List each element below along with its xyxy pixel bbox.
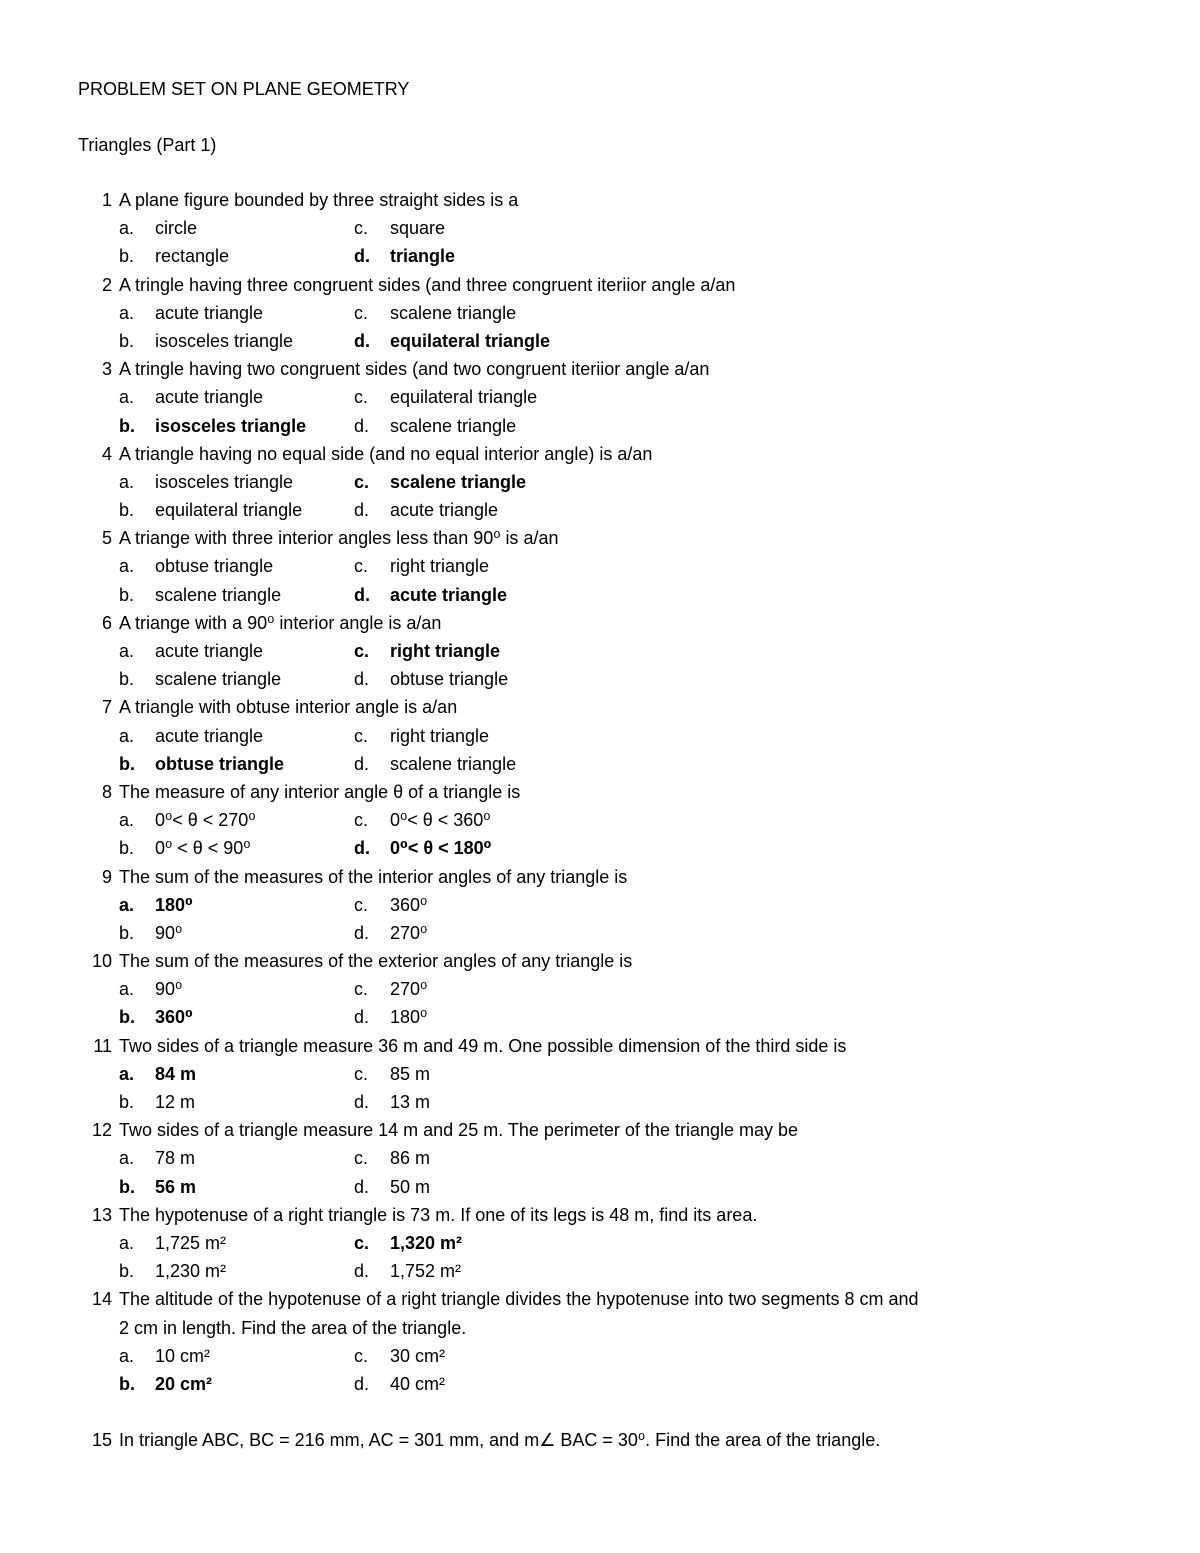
option-text: obtuse triangle bbox=[390, 669, 509, 690]
page-title: PROBLEM SET ON PLANE GEOMETRY bbox=[78, 79, 410, 99]
option-letter: d. bbox=[354, 500, 370, 521]
option-text: obtuse triangle bbox=[155, 556, 274, 577]
option-letter: c. bbox=[354, 1063, 369, 1084]
option-letter: b. bbox=[119, 753, 135, 774]
question-number: 13 bbox=[91, 1204, 112, 1225]
option-letter: b. bbox=[119, 1092, 135, 1112]
option-text: 0⁰< θ < 180⁰ bbox=[390, 838, 492, 859]
option-text: 360⁰ bbox=[155, 1007, 193, 1028]
option-text: right triangle bbox=[390, 725, 490, 746]
options-row bbox=[0, 552, 1200, 580]
option-letter: d. bbox=[354, 1007, 370, 1028]
option-text: 56 m bbox=[155, 1176, 197, 1197]
question-continuation-line bbox=[0, 1314, 1200, 1342]
options-row bbox=[0, 1257, 1200, 1285]
options-row bbox=[0, 581, 1200, 609]
option-letter: b. bbox=[119, 1373, 135, 1394]
option-letter: a. bbox=[119, 1063, 135, 1084]
question-text: The hypotenuse of a right triangle is 73 m. If one of its legs is 48 m, find its area. bbox=[119, 1204, 758, 1225]
option-letter: b. bbox=[119, 584, 135, 605]
option-text: 1,725 m² bbox=[155, 1232, 227, 1253]
question-line bbox=[0, 186, 1200, 214]
option-text: obtuse triangle bbox=[155, 753, 285, 774]
question-number: 7 bbox=[101, 697, 112, 718]
options-row bbox=[0, 496, 1200, 524]
option-letter: a. bbox=[119, 1345, 135, 1366]
options-row bbox=[0, 383, 1200, 411]
question-list bbox=[0, 186, 1200, 1454]
options-row bbox=[0, 637, 1200, 665]
question-text: The sum of the measures of the interior angles of any triangle is bbox=[119, 866, 628, 887]
option-text: 90⁰ bbox=[155, 922, 183, 943]
question-number: 14 bbox=[91, 1289, 112, 1310]
option-text: 13 m bbox=[390, 1092, 431, 1112]
option-letter: b. bbox=[119, 838, 135, 859]
option-text: 30 cm² bbox=[390, 1345, 446, 1366]
options-row bbox=[0, 327, 1200, 355]
option-letter: a. bbox=[119, 471, 135, 492]
question-line bbox=[0, 1032, 1200, 1060]
option-text: 84 m bbox=[155, 1063, 197, 1084]
question-item bbox=[0, 947, 1200, 1032]
option-text: acute triangle bbox=[390, 500, 499, 521]
option-text: right triangle bbox=[390, 641, 501, 661]
question-text: A triange with a 90⁰ interior angle is a/an bbox=[119, 612, 442, 633]
question-line bbox=[0, 524, 1200, 552]
question-number: 15 bbox=[91, 1430, 112, 1451]
options-row bbox=[0, 299, 1200, 327]
option-letter: d. bbox=[354, 1261, 370, 1282]
option-letter: a. bbox=[119, 641, 135, 661]
question-line bbox=[0, 947, 1200, 975]
option-text: triangle bbox=[390, 246, 456, 267]
question-text: The altitude of the hypotenuse of a right triangle divides the hypotenuse into two segments 8 cm and bbox=[119, 1289, 919, 1310]
question-text: 2 cm in length. Find the area of the triangle. bbox=[119, 1317, 467, 1338]
question-number: 2 bbox=[101, 274, 112, 295]
option-text: scalene triangle bbox=[390, 471, 527, 492]
option-text: 50 m bbox=[390, 1176, 431, 1197]
question-line bbox=[0, 1116, 1200, 1144]
option-text: 85 m bbox=[390, 1063, 431, 1084]
option-letter: b. bbox=[119, 415, 135, 436]
option-text: 270⁰ bbox=[390, 922, 428, 943]
option-text: 10 cm² bbox=[155, 1345, 211, 1366]
question-number: 9 bbox=[101, 866, 112, 887]
options-row bbox=[0, 1173, 1200, 1201]
option-text: 1,320 m² bbox=[390, 1232, 463, 1253]
question-item bbox=[0, 1426, 1200, 1454]
question-item bbox=[0, 186, 1200, 271]
option-letter: d. bbox=[354, 1092, 370, 1112]
question-text: A plane figure bounded by three straight sides is a bbox=[119, 190, 519, 210]
option-letter: a. bbox=[119, 302, 135, 323]
question-text: Two sides of a triangle measure 36 m and 49 m. One possible dimension of the third side is bbox=[119, 1035, 847, 1056]
option-letter: b. bbox=[119, 1007, 135, 1028]
option-text: 20 cm² bbox=[155, 1373, 213, 1394]
question-number: 5 bbox=[101, 528, 112, 549]
option-text: 0⁰< θ < 360⁰ bbox=[390, 810, 491, 831]
options-row bbox=[0, 468, 1200, 496]
options-row bbox=[0, 722, 1200, 750]
option-text: 180⁰ bbox=[390, 1007, 428, 1028]
option-text: 270⁰ bbox=[390, 979, 428, 1000]
question-item bbox=[0, 863, 1200, 948]
question-number: 3 bbox=[101, 359, 112, 380]
section-subtitle: Triangles (Part 1) bbox=[78, 135, 217, 155]
question-gap bbox=[0, 1398, 1200, 1426]
option-letter: a. bbox=[119, 1148, 135, 1169]
options-row bbox=[0, 665, 1200, 693]
option-letter: a. bbox=[119, 725, 135, 746]
option-letter: d. bbox=[354, 330, 370, 351]
question-item bbox=[0, 1032, 1200, 1117]
option-text: equilateral triangle bbox=[155, 500, 303, 521]
options-row bbox=[0, 1229, 1200, 1257]
question-text: A triangle having no equal side (and no equal interior angle) is a/an bbox=[119, 443, 653, 464]
question-item bbox=[0, 1285, 1200, 1398]
question-line bbox=[0, 1426, 1200, 1454]
question-number: 1 bbox=[101, 190, 112, 210]
question-text: The sum of the measures of the exterior angles of any triangle is bbox=[119, 951, 633, 972]
option-letter: d. bbox=[354, 669, 370, 690]
option-letter: d. bbox=[354, 838, 370, 859]
option-text: isosceles triangle bbox=[155, 415, 307, 436]
option-text: rectangle bbox=[155, 246, 230, 267]
question-text: A tringle having three congruent sides (and three congruent iteriior angle a/an bbox=[119, 274, 736, 295]
question-number: 4 bbox=[101, 443, 112, 464]
question-item bbox=[0, 355, 1200, 440]
question-line bbox=[0, 693, 1200, 721]
question-item bbox=[0, 778, 1200, 863]
option-letter: b. bbox=[119, 922, 135, 943]
option-letter: a. bbox=[119, 979, 135, 1000]
option-letter: a. bbox=[119, 387, 135, 408]
options-row bbox=[0, 919, 1200, 947]
option-letter: b. bbox=[119, 246, 135, 267]
option-letter: c. bbox=[354, 894, 369, 915]
options-row bbox=[0, 1003, 1200, 1031]
option-text: equilateral triangle bbox=[390, 330, 551, 351]
option-letter: c. bbox=[354, 471, 370, 492]
option-letter: d. bbox=[354, 1176, 370, 1197]
option-text: scalene triangle bbox=[390, 302, 517, 323]
option-text: 1,230 m² bbox=[155, 1261, 227, 1282]
question-text: Two sides of a triangle measure 14 m and 25 m. The perimeter of the triangle may be bbox=[119, 1120, 799, 1141]
option-letter: c. bbox=[354, 725, 369, 746]
option-letter: b. bbox=[119, 669, 135, 690]
question-item bbox=[0, 1201, 1200, 1286]
option-letter: c. bbox=[354, 302, 369, 323]
question-line bbox=[0, 609, 1200, 637]
option-text: isosceles triangle bbox=[155, 330, 294, 351]
option-letter: a. bbox=[119, 556, 135, 577]
option-letter: c. bbox=[354, 810, 369, 831]
option-letter: b. bbox=[119, 330, 135, 351]
option-text: circle bbox=[155, 218, 198, 239]
options-row bbox=[0, 891, 1200, 919]
option-letter: c. bbox=[354, 556, 369, 577]
option-text: 1,752 m² bbox=[390, 1261, 462, 1282]
option-text: 0⁰ < θ < 90⁰ bbox=[155, 838, 251, 859]
question-line bbox=[0, 1285, 1200, 1313]
option-letter: c. bbox=[354, 1148, 369, 1169]
question-number: 12 bbox=[91, 1120, 112, 1141]
question-item bbox=[0, 440, 1200, 525]
options-row bbox=[0, 1144, 1200, 1172]
option-text: scalene triangle bbox=[390, 753, 517, 774]
option-letter: b. bbox=[119, 500, 135, 521]
options-row bbox=[0, 834, 1200, 862]
option-letter: d. bbox=[354, 753, 370, 774]
option-text: scalene triangle bbox=[390, 415, 517, 436]
option-text: equilateral triangle bbox=[390, 387, 538, 408]
question-item bbox=[0, 609, 1200, 694]
option-letter: c. bbox=[354, 1232, 370, 1253]
option-text: 86 m bbox=[390, 1148, 431, 1169]
options-row bbox=[0, 1060, 1200, 1088]
option-text: 40 cm² bbox=[390, 1373, 446, 1394]
question-item bbox=[0, 1116, 1200, 1201]
option-letter: c. bbox=[354, 641, 370, 661]
question-text: In triangle ABC, BC = 216 mm, AC = 301 mm, and m∠ BAC = 30⁰. Find the area of the triangle. bbox=[119, 1430, 881, 1451]
options-row bbox=[0, 242, 1200, 270]
question-line bbox=[0, 1201, 1200, 1229]
options-row bbox=[0, 412, 1200, 440]
option-letter: c. bbox=[354, 1345, 369, 1366]
question-text: A triange with three interior angles less than 90⁰ is a/an bbox=[119, 528, 559, 549]
question-line bbox=[0, 440, 1200, 468]
option-text: 12 m bbox=[155, 1092, 196, 1112]
option-letter: c. bbox=[354, 979, 369, 1000]
option-text: acute triangle bbox=[155, 387, 264, 408]
question-text: A tringle having two congruent sides (and two congruent iteriior angle a/an bbox=[119, 359, 710, 380]
question-text: A triangle with obtuse interior angle is a/an bbox=[119, 697, 458, 718]
option-letter: d. bbox=[354, 584, 370, 605]
option-text: isosceles triangle bbox=[155, 471, 294, 492]
option-letter: d. bbox=[354, 246, 370, 267]
option-letter: b. bbox=[119, 1176, 135, 1197]
option-letter: c. bbox=[354, 218, 369, 239]
option-letter: a. bbox=[119, 218, 135, 239]
option-letter: b. bbox=[119, 1261, 135, 1282]
options-row bbox=[0, 214, 1200, 242]
option-text: square bbox=[390, 218, 446, 239]
option-text: 360⁰ bbox=[390, 894, 428, 915]
question-item bbox=[0, 693, 1200, 778]
option-letter: a. bbox=[119, 810, 135, 831]
option-letter: d. bbox=[354, 415, 370, 436]
option-text: acute triangle bbox=[155, 302, 264, 323]
option-text: scalene triangle bbox=[155, 584, 282, 605]
option-letter: a. bbox=[119, 894, 135, 915]
option-text: acute triangle bbox=[390, 584, 508, 605]
options-row bbox=[0, 975, 1200, 1003]
option-text: scalene triangle bbox=[155, 669, 282, 690]
option-letter: c. bbox=[354, 387, 369, 408]
option-text: 180⁰ bbox=[155, 894, 193, 915]
option-text: acute triangle bbox=[155, 725, 264, 746]
option-text: 0⁰< θ < 270⁰ bbox=[155, 810, 256, 831]
question-line bbox=[0, 863, 1200, 891]
option-letter: d. bbox=[354, 1373, 370, 1394]
question-text: The measure of any interior angle θ of a triangle is bbox=[119, 781, 521, 802]
options-row bbox=[0, 1342, 1200, 1370]
question-line bbox=[0, 271, 1200, 299]
question-number: 10 bbox=[91, 951, 112, 972]
options-row bbox=[0, 1370, 1200, 1398]
question-item bbox=[0, 524, 1200, 609]
options-row bbox=[0, 750, 1200, 778]
options-row bbox=[0, 1088, 1200, 1116]
option-letter: a. bbox=[119, 1232, 135, 1253]
option-text: 78 m bbox=[155, 1148, 196, 1169]
question-number: 6 bbox=[101, 612, 112, 633]
question-line bbox=[0, 778, 1200, 806]
option-letter: d. bbox=[354, 922, 370, 943]
question-number: 8 bbox=[101, 781, 112, 802]
question-line bbox=[0, 355, 1200, 383]
option-text: acute triangle bbox=[155, 641, 264, 661]
question-item bbox=[0, 271, 1200, 356]
options-row bbox=[0, 806, 1200, 834]
question-number: 11 bbox=[93, 1035, 112, 1056]
option-text: 90⁰ bbox=[155, 979, 183, 1000]
option-text: right triangle bbox=[390, 556, 490, 577]
